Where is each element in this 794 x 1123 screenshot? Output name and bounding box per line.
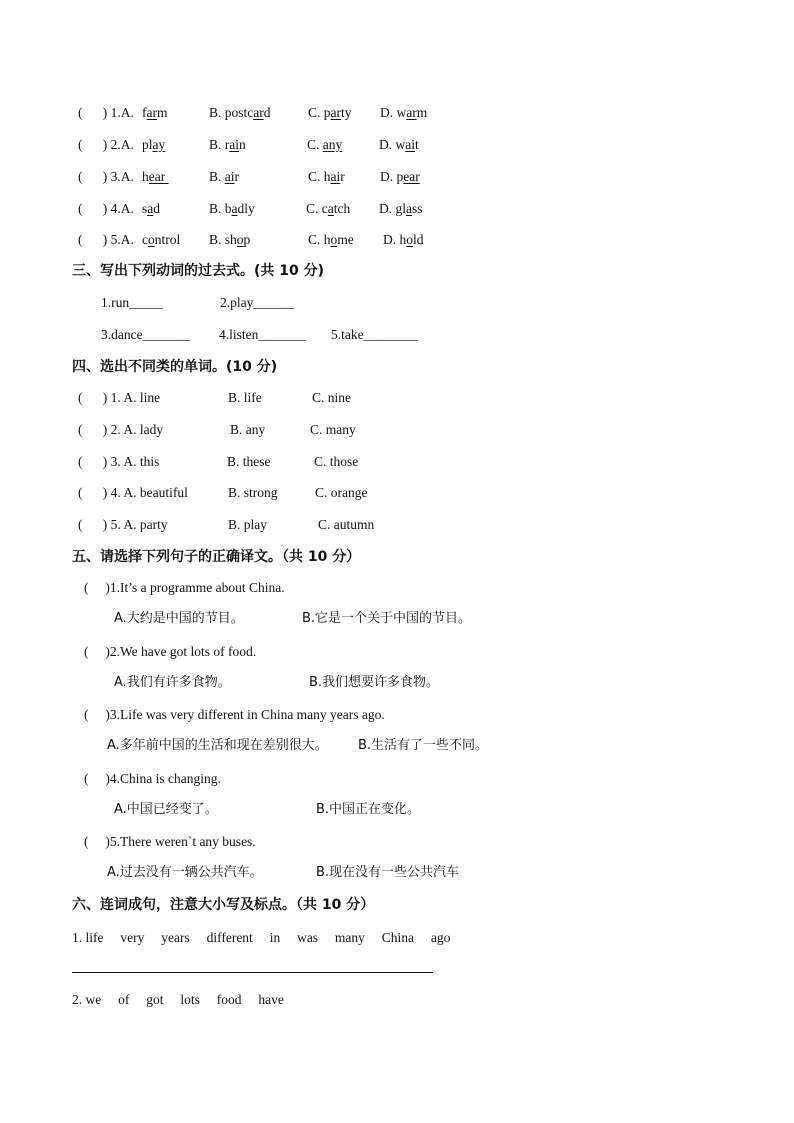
option-b: B. any <box>230 422 266 437</box>
translation-question: ( )3.Life was very different in China many years ago. <box>84 707 385 722</box>
option-a <box>142 104 168 122</box>
option-text: D. p <box>380 169 404 184</box>
option-c <box>308 168 345 186</box>
option-a <box>142 200 160 218</box>
translation-option-b: B.生活有了一些不同。 <box>358 738 489 753</box>
option-text: B. postc <box>209 105 254 120</box>
option-text: m <box>157 105 168 120</box>
option-b: B. strong <box>228 485 278 500</box>
option-text: C. h <box>308 169 331 184</box>
translation-question: ( )5.There weren`t any buses. <box>84 834 256 849</box>
translation-option-a: A.我们有许多食物。 <box>114 675 231 690</box>
option-text: s <box>142 201 148 216</box>
translation-question: ( )1.It’s a programme about China. <box>84 580 285 595</box>
translation-question: ( )4.China is changing. <box>84 771 221 786</box>
option-c <box>307 136 342 154</box>
option-d <box>379 136 419 154</box>
option-text: n <box>239 137 246 152</box>
option-c: C. those <box>314 454 359 469</box>
option-text: t <box>415 137 419 152</box>
translation-option-b: B.中国正在变化。 <box>316 802 421 817</box>
underlined-letters: any <box>322 137 343 152</box>
option-a <box>142 231 180 249</box>
option-text: p <box>243 232 251 247</box>
underlined-letters: o <box>330 232 338 247</box>
question-with-option-a: ( ) 1. A. line <box>78 390 161 405</box>
option-text: r <box>340 169 345 184</box>
section-4-title: 四、选出不同类的单词。(10 分) <box>72 359 278 375</box>
underlined-letters: ai <box>405 137 415 152</box>
section-3-title: 三、写出下列动词的过去式。(共 10 分) <box>72 263 325 279</box>
option-c: C. autumn <box>318 517 375 532</box>
option-d <box>379 200 423 218</box>
translation-option-a: A.多年前中国的生活和现在差别很大。 <box>107 738 328 753</box>
sentence-question-2: 2. we of got lots food have <box>72 992 284 1007</box>
option-b <box>209 168 239 186</box>
option-text: ss <box>412 201 423 216</box>
option-text: D. w <box>379 137 406 152</box>
question-with-option-a: ( ) 2. A. lady <box>78 422 164 437</box>
option-text: B. b <box>209 201 232 216</box>
option-text: B. <box>209 169 225 184</box>
option-text: d <box>153 201 161 216</box>
translation-option-a: A.中国已经变了。 <box>114 802 218 817</box>
option-text: h <box>142 169 149 184</box>
option-text: B. r <box>209 137 230 152</box>
option-b <box>209 104 271 122</box>
option-text: C. h <box>308 232 331 247</box>
translation-question: ( )2.We have got lots of food. <box>84 644 257 659</box>
option-text: tch <box>333 201 351 216</box>
option-b: B. life <box>228 390 262 405</box>
option-text: B. sh <box>209 232 237 247</box>
option-a <box>142 136 165 154</box>
question-number: ( ) 2.A. <box>78 137 134 152</box>
option-text: m <box>416 105 428 120</box>
underlined-letters: a <box>147 201 154 216</box>
section-6-title: 六、连词成句，注意大小写及标点。（共 10 分） <box>72 897 375 913</box>
option-b: B. these <box>227 454 271 469</box>
underlined-letters: o <box>406 232 413 247</box>
option-a <box>142 168 169 186</box>
underlined-letters: ar <box>146 105 157 120</box>
question-number: ( ) 3.A. <box>78 169 134 184</box>
option-text: C. p <box>308 105 331 120</box>
option-c <box>308 104 352 122</box>
underlined-letters: ay <box>152 137 166 152</box>
option-c: C. many <box>310 422 356 437</box>
option-text: me <box>337 232 354 247</box>
option-text: D. h <box>383 232 407 247</box>
option-c <box>308 231 354 249</box>
translation-option-a: A.大约是中国的节目。 <box>114 611 244 626</box>
option-b: B. play <box>228 517 267 532</box>
question-number: ( ) 1.A. <box>78 105 134 120</box>
past-tense-item: 4.listen_______ <box>219 327 306 342</box>
past-tense-item: 1.run_____ <box>101 295 163 310</box>
past-tense-item: 2.play______ <box>220 295 294 310</box>
underlined-letters: a <box>406 201 412 216</box>
option-c: C. nine <box>312 390 351 405</box>
translation-option-b: B.它是一个关于中国的节目。 <box>302 611 472 626</box>
question-number: ( ) 4.A. <box>78 201 134 216</box>
sentence-question-1: 1. life very years different in was many China ago <box>72 930 451 945</box>
underlined-letters: ai <box>229 137 239 152</box>
underlined-letters: ar <box>253 105 264 120</box>
question-with-option-a: ( ) 5. A. party <box>78 517 168 532</box>
option-text: ty <box>341 105 352 120</box>
question-with-option-a: ( ) 3. A. this <box>78 454 160 469</box>
option-text: D. w <box>380 105 407 120</box>
translation-option-b: B.我们想要许多食物。 <box>309 675 440 690</box>
option-text: r <box>234 169 240 184</box>
option-text: pl <box>142 137 153 152</box>
underlined-letters: ear <box>148 169 169 184</box>
option-c: C. orange <box>315 485 368 500</box>
option-text: c <box>142 232 148 247</box>
option-text: D. gl <box>379 201 406 216</box>
underlined-letters: a <box>327 201 334 216</box>
translation-option-a: A.过去没有一辆公共汽车。 <box>107 865 263 880</box>
past-tense-item: 5.take________ <box>331 327 418 342</box>
translation-option-b: B.现在没有一些公共汽车 <box>316 865 460 880</box>
underlined-letters: ear <box>403 169 420 184</box>
underlined-letters: ar <box>406 105 417 120</box>
underlined-letters: a <box>231 201 238 216</box>
past-tense-item: 3.dance_______ <box>101 327 190 342</box>
option-text: dly <box>237 201 255 216</box>
option-text: C. c <box>306 201 328 216</box>
option-d <box>380 168 420 186</box>
section-5-title: 五、请选择下列句子的正确译文。（共 10 分） <box>72 549 361 565</box>
question-with-option-a: ( ) 4. A. beautiful <box>78 485 188 500</box>
option-text: ntrol <box>154 232 181 247</box>
underlined-letters: ar <box>330 105 342 120</box>
option-text: C. <box>307 137 323 152</box>
option-text: ld <box>413 232 424 247</box>
underlined-letters: o <box>236 232 244 247</box>
option-d <box>383 231 424 249</box>
underlined-letters: ai <box>224 169 235 184</box>
underlined-letters: o <box>148 232 155 247</box>
option-b <box>209 231 250 249</box>
underlined-letters: ai <box>330 169 341 184</box>
option-c <box>306 200 350 218</box>
option-text: f <box>142 105 147 120</box>
option-b <box>209 200 255 218</box>
answer-line[interactable] <box>72 972 433 973</box>
option-text: d <box>263 105 271 120</box>
option-b <box>209 136 246 154</box>
question-number: ( ) 5.A. <box>78 232 134 247</box>
option-d <box>380 104 427 122</box>
